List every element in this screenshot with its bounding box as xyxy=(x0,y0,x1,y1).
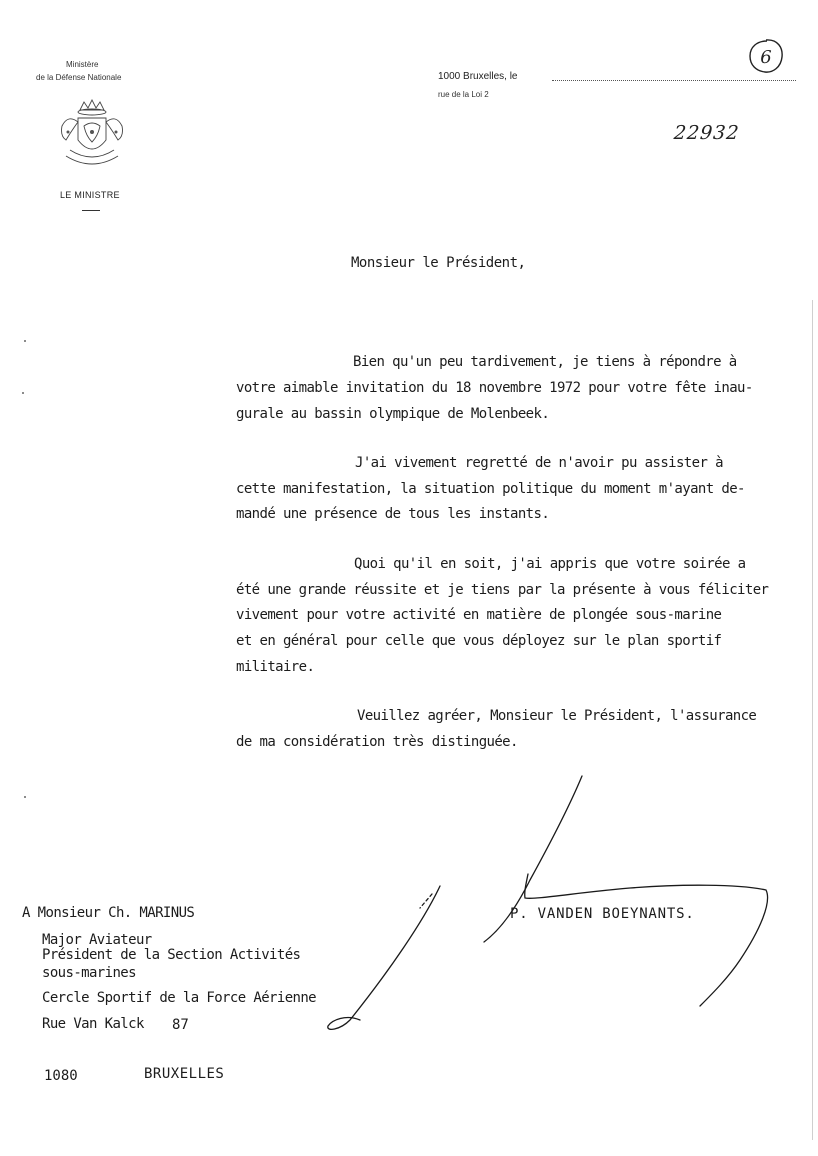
title-divider xyxy=(82,210,100,211)
recipient-name: A Monsieur Ch. MARINUS xyxy=(22,905,195,921)
closing-line2: de ma considération très distinguée. xyxy=(236,734,518,750)
scan-speck xyxy=(24,796,26,798)
address-line-role: Président de la Section Activités xyxy=(42,947,301,963)
ministry-name-line2: de la Défense Nationale xyxy=(36,73,122,82)
circled-page-number xyxy=(748,38,784,74)
paragraph3-line5: militaire. xyxy=(236,659,315,675)
street-address: rue de la Loi 2 xyxy=(438,90,489,99)
address-line-section: sous-marines xyxy=(42,965,136,981)
closing-line1: Veuillez agréer, Monsieur le Président, l'assurance xyxy=(357,708,757,724)
address-line-club: Cercle Sportif de la Force Aérienne xyxy=(42,990,317,1006)
coat-of-arms-icon xyxy=(56,96,128,174)
address-house-number: 87 xyxy=(172,1017,189,1033)
scan-speck xyxy=(22,392,24,394)
circled-number-text: 6 xyxy=(760,47,772,68)
paragraph3-line2: été une grande réussite et je tiens par la présente à vous féliciter xyxy=(236,582,769,598)
paragraph2-line1: J'ai vivement regretté de n'avoir pu assister à xyxy=(355,455,723,471)
date-fill-line xyxy=(552,80,796,81)
salutation: Monsieur le Président, xyxy=(351,255,526,271)
handwritten-signature xyxy=(320,770,780,1040)
address-line-rank: Major Aviateur xyxy=(42,932,152,948)
paragraph1-line3: gurale au bassin olympique de Molenbeek. xyxy=(236,406,550,422)
paragraph3-line1: Quoi qu'il en soit, j'ai appris que votre soirée a xyxy=(354,556,746,572)
paragraph1-line2: votre aimable invitation du 18 novembre 1972 pour votre fête inau- xyxy=(236,380,753,396)
paragraph3-line4: et en général pour celle que vous déployez sur le plan sportif xyxy=(236,633,722,649)
paragraph3-line3: vivement pour votre activité en matière de plongée sous-marine xyxy=(236,607,722,623)
minister-title: LE MINISTRE xyxy=(60,190,120,200)
paragraph2-line3: mandé une présence de tous les instants. xyxy=(236,506,550,522)
place-date-label: 1000 Bruxelles, le xyxy=(438,71,518,82)
postal-code: 1080 xyxy=(44,1068,78,1084)
signer-name: P. VANDEN BOEYNANTS. xyxy=(510,906,695,922)
scan-speck xyxy=(24,340,26,342)
handwritten-reference-number: 22932 xyxy=(672,122,741,144)
city: BRUXELLES xyxy=(144,1066,225,1082)
scan-edge-line xyxy=(812,300,813,1140)
address-line-street: Rue Van Kalck xyxy=(42,1016,144,1032)
paragraph1-line1: Bien qu'un peu tardivement, je tiens à répondre à xyxy=(353,354,737,370)
ministry-name-line1: Ministère xyxy=(66,60,99,69)
paragraph2-line2: cette manifestation, la situation politique du moment m'ayant de- xyxy=(236,481,745,497)
